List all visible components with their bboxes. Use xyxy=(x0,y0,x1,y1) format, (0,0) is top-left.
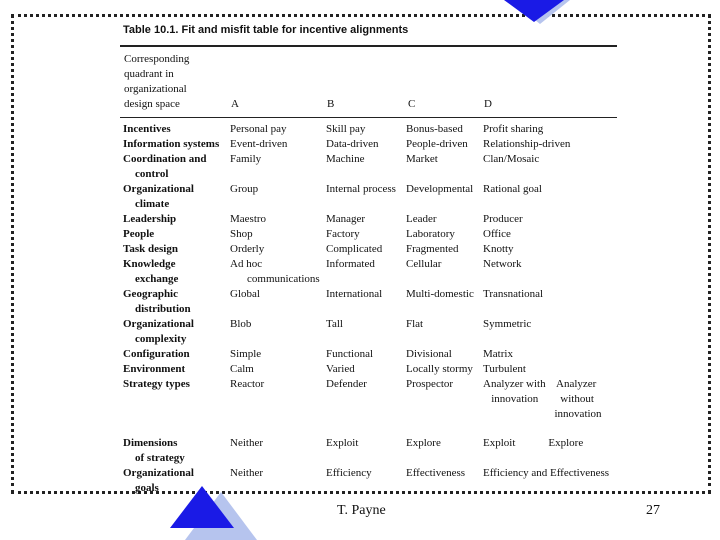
table-body xyxy=(123,122,633,496)
row-label-line: distribution xyxy=(135,303,191,315)
row-label xyxy=(123,317,230,347)
decorative-triangle-top xyxy=(504,0,564,22)
header-label-line: quadrant in xyxy=(124,68,174,80)
cell-d xyxy=(483,466,633,496)
cell-c-line: Cellular xyxy=(406,258,442,270)
cell-d-line: Knotty xyxy=(483,243,514,255)
cell-c xyxy=(406,227,483,242)
cell-d xyxy=(483,377,633,422)
header-label xyxy=(124,52,224,112)
cell-d-line: Matrix xyxy=(483,348,513,360)
cell-c xyxy=(406,137,483,152)
cell-d-line: Profit sharing xyxy=(483,123,544,135)
row-label-line: Task design xyxy=(123,243,178,255)
row-label-line: Leadership xyxy=(123,213,177,225)
cell-c-line: Laboratory xyxy=(406,228,455,240)
row-label-line: Organizational xyxy=(123,318,194,330)
cell-a-line: Event-driven xyxy=(230,138,288,150)
table-top-rule xyxy=(120,45,617,47)
cell-c-line: Effectiveness xyxy=(406,467,466,479)
cell-c xyxy=(406,287,483,317)
row-label xyxy=(123,347,230,362)
row-label-line: exchange xyxy=(135,273,179,285)
table-row xyxy=(123,377,633,422)
cell-c-line: Flat xyxy=(406,318,424,330)
cell-d-line: Transnational xyxy=(483,288,544,300)
cell-b-line: Functional xyxy=(326,348,374,360)
row-label-line: control xyxy=(135,168,169,180)
cell-d-line: Clan/Mosaic xyxy=(483,153,540,165)
header-label-line: Corresponding xyxy=(124,53,190,65)
cell-a xyxy=(230,317,326,347)
cell-b-line: Skill pay xyxy=(326,123,366,135)
cell-d-line: Relationship-driven xyxy=(483,138,571,150)
cell-d-line: Analyzer with Analyzer xyxy=(483,378,597,390)
cell-d-line: Producer xyxy=(483,213,523,225)
footer-author: T. Payne xyxy=(337,503,386,518)
cell-a xyxy=(230,362,326,377)
cell-b xyxy=(326,212,406,227)
table-row xyxy=(123,152,633,182)
row-label xyxy=(123,242,230,257)
cell-a xyxy=(230,347,326,362)
row-label-line: of strategy xyxy=(135,452,185,464)
cell-c xyxy=(406,436,483,466)
cell-b-line: Manager xyxy=(326,213,366,225)
column-header-b: B xyxy=(327,98,335,110)
row-label-line: climate xyxy=(135,198,170,210)
column-header-d: D xyxy=(484,98,492,110)
cell-d-line: innovation without xyxy=(483,393,594,405)
cell-d xyxy=(483,436,633,466)
row-label xyxy=(123,212,230,227)
cell-a xyxy=(230,257,326,287)
row-label xyxy=(123,466,230,496)
cell-c xyxy=(406,466,483,496)
cell-a xyxy=(230,137,326,152)
cell-b-line: Exploit xyxy=(326,437,359,449)
cell-b-line: Defender xyxy=(326,378,367,390)
table-row xyxy=(123,317,633,347)
cell-d xyxy=(483,257,633,287)
cell-d xyxy=(483,152,633,182)
table-row xyxy=(123,137,633,152)
cell-b-line: Informated xyxy=(326,258,375,270)
cell-d-line: Symmetric xyxy=(483,318,532,330)
cell-b-line: Machine xyxy=(326,153,365,165)
cell-d-line: Efficiency and Effectiveness xyxy=(483,467,610,479)
row-label-line: Environment xyxy=(123,363,186,375)
cell-a xyxy=(230,152,326,182)
cell-c xyxy=(406,182,483,212)
cell-b xyxy=(326,152,406,182)
cell-b xyxy=(326,317,406,347)
cell-b xyxy=(326,137,406,152)
cell-a xyxy=(230,287,326,317)
cell-a-line: Blob xyxy=(230,318,252,330)
cell-c xyxy=(406,242,483,257)
cell-b xyxy=(326,287,406,317)
cell-b-line: Data-driven xyxy=(326,138,379,150)
cell-a xyxy=(230,466,326,496)
row-label-line: Information systems xyxy=(123,138,220,150)
cell-c-line: Explore xyxy=(406,437,441,449)
cell-d xyxy=(483,212,633,227)
row-label-line: Geographic xyxy=(123,288,178,300)
cell-a-line: Maestro xyxy=(230,213,267,225)
cell-c-line: Developmental xyxy=(406,183,474,195)
cell-d-line: Turbulent xyxy=(483,363,526,375)
cell-a-line: Group xyxy=(230,183,259,195)
cell-c xyxy=(406,347,483,362)
cell-a-line: Family xyxy=(230,153,262,165)
cell-b xyxy=(326,182,406,212)
cell-c xyxy=(406,317,483,347)
cell-b xyxy=(326,466,406,496)
cell-c-line: Multi-domestic xyxy=(406,288,474,300)
cell-b xyxy=(326,436,406,466)
row-label xyxy=(123,227,230,242)
cell-a-line: Global xyxy=(230,288,260,300)
row-label-line: Strategy types xyxy=(123,378,190,390)
row-label-line: Organizational xyxy=(123,467,194,479)
cell-b-line: Varied xyxy=(326,363,355,375)
cell-b-line: Complicated xyxy=(326,243,383,255)
cell-b-line: Tall xyxy=(326,318,343,330)
cell-c xyxy=(406,362,483,377)
cell-a-line: Neither xyxy=(230,467,263,479)
cell-a-line: Orderly xyxy=(230,243,265,255)
row-label-line: People xyxy=(123,228,155,240)
row-label-line: goals xyxy=(135,482,159,494)
page-number: 27 xyxy=(646,503,660,518)
cell-a-line: Shop xyxy=(230,228,253,240)
cell-a-line: Reactor xyxy=(230,378,265,390)
cell-b xyxy=(326,257,406,287)
cell-c-line: Bonus-based xyxy=(406,123,463,135)
cell-a-line: Ad hoc xyxy=(230,258,263,270)
cell-b xyxy=(326,377,406,422)
cell-c-line: Divisional xyxy=(406,348,452,360)
table-row xyxy=(123,257,633,287)
cell-c-line: Market xyxy=(406,153,438,165)
cell-a-line: communications xyxy=(247,273,320,285)
cell-a-line: Calm xyxy=(230,363,254,375)
cell-c xyxy=(406,377,483,422)
cell-b xyxy=(326,347,406,362)
cell-d-line: Network xyxy=(483,258,522,270)
row-label-line: Incentives xyxy=(123,123,171,135)
spacer-row xyxy=(123,422,633,436)
cell-a-line: Simple xyxy=(230,348,262,360)
row-label xyxy=(123,362,230,377)
cell-b xyxy=(326,362,406,377)
cell-b-line: Internal process xyxy=(326,183,396,195)
cell-a xyxy=(230,436,326,466)
header-rule xyxy=(120,117,617,118)
cell-a xyxy=(230,377,326,422)
column-header-a: A xyxy=(231,98,239,110)
row-label-line: Dimensions xyxy=(123,437,178,449)
cell-c xyxy=(406,152,483,182)
cell-d-line: Rational goal xyxy=(483,183,542,195)
table-row xyxy=(123,436,633,466)
cell-a-line: Neither xyxy=(230,437,263,449)
cell-c-line: Locally stormy xyxy=(406,363,473,375)
row-label xyxy=(123,122,230,137)
cell-c xyxy=(406,212,483,227)
cell-c xyxy=(406,257,483,287)
cell-b xyxy=(326,242,406,257)
cell-a xyxy=(230,227,326,242)
cell-d-line: innovation xyxy=(483,408,602,420)
cell-b-line: Efficiency xyxy=(326,467,372,479)
cell-d xyxy=(483,287,633,317)
cell-b xyxy=(326,227,406,242)
table-row xyxy=(123,182,633,212)
row-label-line: Knowledge xyxy=(123,258,176,270)
fit-misfit-table xyxy=(123,122,633,496)
cell-d xyxy=(483,242,633,257)
row-label-line: Coordination and xyxy=(123,153,207,165)
row-label xyxy=(123,152,230,182)
row-label xyxy=(123,377,230,422)
cell-d xyxy=(483,362,633,377)
header-label-line: design space xyxy=(124,98,180,110)
table-row xyxy=(123,362,633,377)
row-label xyxy=(123,436,230,466)
table-row xyxy=(123,212,633,227)
cell-d xyxy=(483,317,633,347)
row-label xyxy=(123,137,230,152)
row-label-line: complexity xyxy=(135,333,187,345)
cell-d-line: Exploit Explore xyxy=(483,437,584,449)
cell-a-line: Personal pay xyxy=(230,123,287,135)
row-label xyxy=(123,182,230,212)
row-label xyxy=(123,257,230,287)
cell-c-line: Leader xyxy=(406,213,437,225)
cell-d xyxy=(483,137,633,152)
table-row xyxy=(123,122,633,137)
cell-d xyxy=(483,227,633,242)
cell-d xyxy=(483,182,633,212)
cell-d xyxy=(483,122,633,137)
header-label-line: organizational xyxy=(124,83,187,95)
row-label xyxy=(123,287,230,317)
table-row xyxy=(123,287,633,317)
column-header-c: C xyxy=(408,98,416,110)
cell-c-line: Fragmented xyxy=(406,243,459,255)
row-label-line: Organizational xyxy=(123,183,194,195)
cell-a xyxy=(230,122,326,137)
table-row xyxy=(123,227,633,242)
table-title: Table 10.1. Fit and misfit table for incentive alignments xyxy=(123,24,409,36)
table-row xyxy=(123,347,633,362)
cell-b-line: International xyxy=(326,288,383,300)
cell-b-line: Factory xyxy=(326,228,360,240)
cell-d xyxy=(483,347,633,362)
table-row xyxy=(123,242,633,257)
cell-b xyxy=(326,122,406,137)
row-label-line: Configuration xyxy=(123,348,190,360)
cell-a xyxy=(230,242,326,257)
cell-c-line: Prospector xyxy=(406,378,454,390)
cell-d-line: Office xyxy=(483,228,511,240)
cell-c xyxy=(406,122,483,137)
table-row xyxy=(123,466,633,496)
cell-a xyxy=(230,182,326,212)
cell-c-line: People-driven xyxy=(406,138,468,150)
cell-a xyxy=(230,212,326,227)
